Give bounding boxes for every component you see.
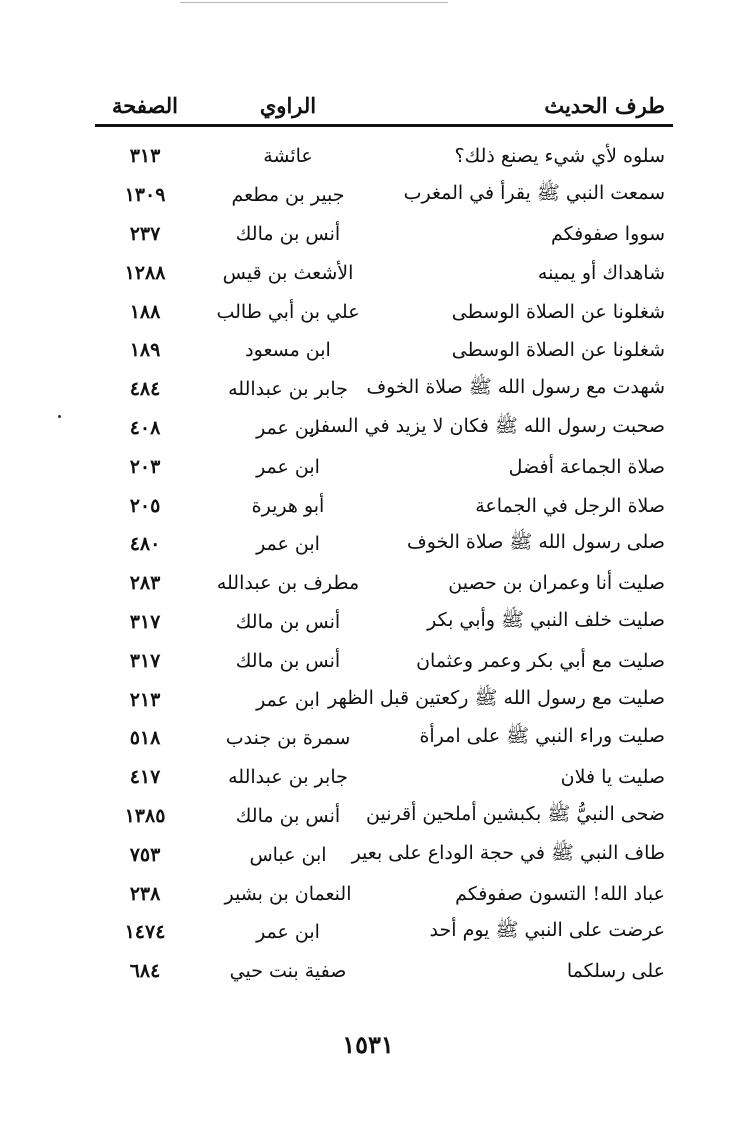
page-cell: ٤٠٨ [129,416,161,439]
page-cell: ٢٠٣ [129,455,161,478]
narrator-cell: علي بن أبي طالب [216,300,360,323]
page-cell: ١٢٨٨ [124,261,166,284]
table-row [95,603,673,642]
header-page: الصفحة [112,92,178,118]
hadith-cell: صلى رسول الله ﷺ صلاة الخوف [407,531,665,554]
hadith-cell: شاهداك أو يمينه [537,261,665,284]
page-cell: ١٤٧٤ [124,921,166,944]
page-cell: ٢١٣ [129,688,161,711]
narrator-cell: أبو هريرة [251,494,325,517]
page-cell: ٣١٧ [129,649,161,672]
table-row [95,874,673,913]
hadith-cell: صحبت رسول الله ﷺ فكان لا يزيد في السفر [310,414,665,437]
hadith-cell: طاف النبي ﷺ في حجة الوداع على بعير [351,841,665,864]
hadith-cell: صليت مع أبي بكر وعمر وعثمان [416,649,665,672]
page-cell: ٢٣٨ [129,882,161,905]
table-row [95,253,673,292]
narrator-cell: صفية بنت حيي [229,960,347,983]
narrator-cell: أنس بن مالك [235,610,341,633]
table-row [95,331,673,370]
table-body [95,127,673,991]
narrator-cell: ابن عمر [256,688,320,711]
hadith-cell: صليت وراء النبي ﷺ على امرأة [419,725,665,748]
narrator-cell: ابن عمر [256,416,320,439]
hadith-cell: صليت مع رسول الله ﷺ ركعتين قبل الظهر [327,686,665,709]
page-cell: ٧٥٣ [129,843,161,866]
page-cell: ٤١٧ [129,766,161,789]
narrator-cell: عائشة [263,145,313,168]
page-cell: ٦٨٤ [129,960,161,983]
narrator-cell: جبير بن مطعم [231,184,345,207]
table-row [95,758,673,797]
hadith-cell: شغلونا عن الصلاة الوسطى [451,300,665,323]
top-rule [180,2,448,3]
margin-dot [58,415,61,418]
hadith-cell: سمعت النبي ﷺ يقرأ في المغرب [403,182,665,205]
narrator-cell: جابر بن عبدالله [228,378,348,401]
page-cell: ١٣٨٥ [124,804,166,827]
page-cell: ٢٠٥ [129,494,161,517]
page-cell: ٢٨٣ [129,572,161,595]
header-narrator: الراوي [259,92,317,118]
narrator-cell: أنس بن مالك [235,222,341,245]
header-hadith: طرف الحديث [544,92,665,118]
hadith-cell: ضحى النبيُّ ﷺ بكبشين أملحين أقرنين [366,802,665,825]
table-row [95,215,673,254]
narrator-cell: أنس بن مالك [235,649,341,672]
hadith-cell: صليت أنا وعمران بن حصين [448,572,665,595]
hadith-cell: صلاة الرجل في الجماعة [475,494,665,517]
hadith-cell: صليت يا فلان [560,766,665,789]
page-cell: ١٣٠٩ [124,184,166,207]
hadith-cell: سلوه لأي شيء يصنع ذلك؟ [454,145,665,168]
narrator-cell: ابن عمر [256,455,320,478]
narrator-cell: مطرف بن عبدالله [216,572,360,595]
page-cell: ٣١٧ [129,610,161,633]
page-cell: ٤٨٠ [129,533,161,556]
hadith-cell: سووا صفوفكم [550,222,665,245]
narrator-cell: الأشعث بن قيس [222,261,354,284]
narrator-cell: ابن عباس [249,843,327,866]
hadith-cell: شغلونا عن الصلاة الوسطى [451,339,665,362]
table-row [95,486,673,525]
table-row [95,176,673,215]
page-cell: ١٨٨ [129,300,161,323]
hadith-cell: عرضت على النبي ﷺ يوم أحد [429,919,665,942]
table-row [95,797,673,836]
hadith-index-table [95,86,673,991]
narrator-cell: ابن عمر [256,921,320,944]
hadith-cell: على رسلكما [566,960,665,983]
narrator-cell: النعمان بن بشير [224,882,352,905]
page-cell: ٤٨٤ [129,378,161,401]
narrator-cell: سمرة بن جندب [225,727,351,750]
narrator-cell: ابن مسعود [245,339,331,362]
table-row [95,952,673,991]
table-row [95,370,673,409]
table-header [95,86,673,127]
table-row [95,564,673,603]
page-cell: ١٨٩ [129,339,161,362]
narrator-cell: جابر بن عبدالله [228,766,348,789]
table-row [95,137,673,176]
hadith-cell: صليت خلف النبي ﷺ وأبي بكر [427,608,665,631]
table-row [95,835,673,874]
hadith-cell: عباد الله! التسون صفوفكم [455,882,665,905]
page-cell: ٣١٣ [129,145,161,168]
table-row [95,641,673,680]
table-row [95,447,673,486]
table-row [95,913,673,952]
page-number: ١٥٣١ [342,1030,394,1059]
hadith-cell: صلاة الجماعة أفضل [508,455,665,478]
page-cell: ٢٣٧ [129,222,161,245]
table-row [95,292,673,331]
hadith-cell: شهدت مع رسول الله ﷺ صلاة الخوف [366,376,665,399]
table-row [95,409,673,448]
table-row [95,525,673,564]
narrator-cell: أنس بن مالك [235,804,341,827]
narrator-cell: ابن عمر [256,533,320,556]
table-row [95,680,673,719]
page-cell: ٥١٨ [129,727,161,750]
table-row [95,719,673,758]
